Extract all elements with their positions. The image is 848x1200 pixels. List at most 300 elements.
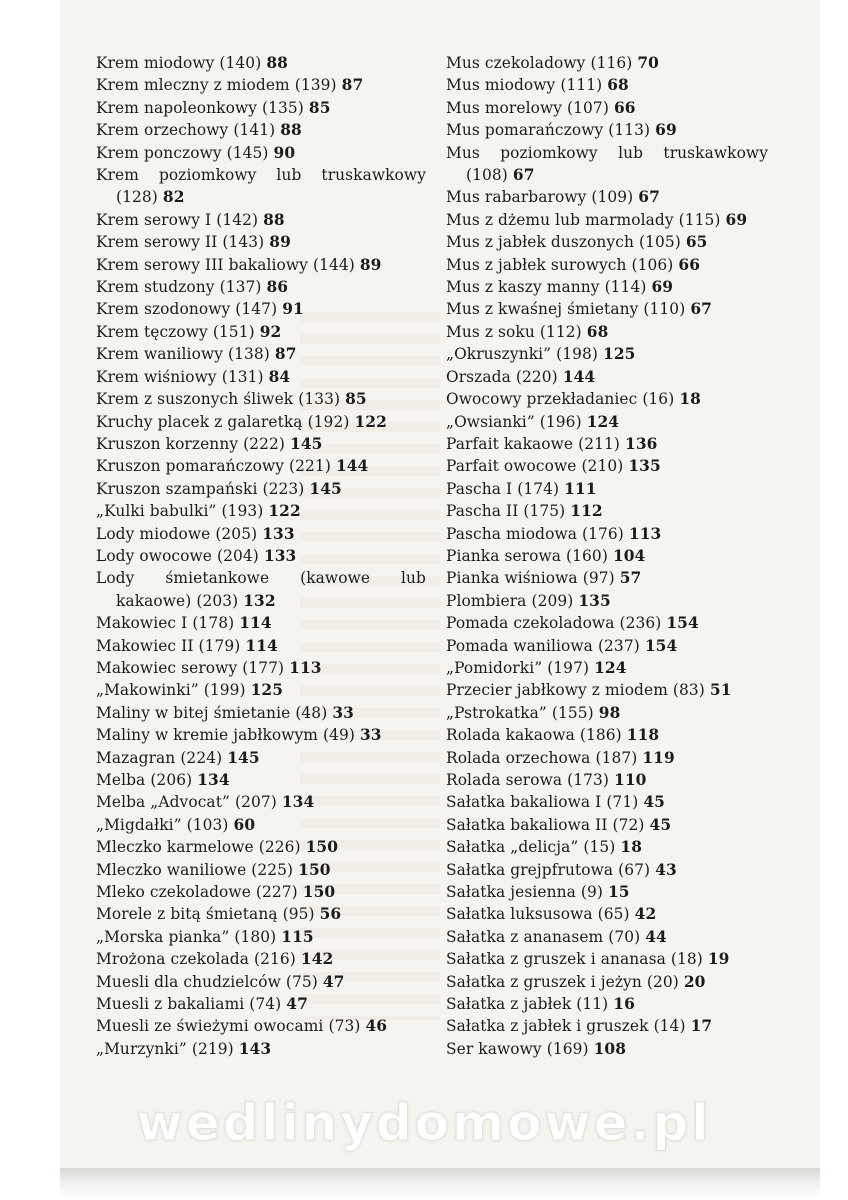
entry-recipe-number: (140): [219, 54, 262, 72]
index-entry: [446, 500, 768, 522]
entry-recipe-number: (160): [566, 546, 608, 565]
entry-page-number: 114: [245, 636, 278, 655]
entry-page-number: 113: [289, 658, 322, 677]
entry-name: Kruszon pomarańczowy: [96, 457, 285, 476]
entry-page-number: 132: [243, 591, 276, 610]
entry-name: Przecier jabłkowy z miodem: [446, 681, 668, 700]
index-entry: [446, 814, 768, 836]
entry-page-number: 90: [273, 143, 296, 162]
entry-page-number: 110: [614, 771, 647, 789]
index-entry: [446, 635, 768, 657]
index-entry: [96, 164, 426, 209]
entry-recipe-number: (199): [203, 681, 246, 700]
entry-name: Krem serowy III bakaliowy: [96, 255, 308, 274]
entry-page-number: 17: [690, 1017, 713, 1036]
entry-name: Mus z jabłek duszonych: [446, 233, 634, 252]
entry-page-number: 18: [620, 838, 643, 857]
entry-page-number: 19: [707, 950, 730, 969]
entry-page-number: 15: [607, 883, 630, 902]
entry-name: Krem wiśniowy: [96, 367, 217, 386]
entry-name: Sałatka grejpfrutowa: [446, 860, 614, 879]
entry-page-number: 42: [634, 905, 657, 924]
entry-name: „Okruszynki”: [446, 345, 552, 364]
entry-page-number: 144: [562, 367, 596, 386]
index-entry: [446, 388, 768, 410]
entry-recipe-number: (205): [215, 524, 258, 543]
index-entry: [96, 478, 426, 500]
entry-recipe-number: (65): [597, 905, 630, 924]
entry-page-number: 47: [286, 995, 308, 1014]
entry-name: Mleko czekoladowe: [96, 883, 251, 902]
entry-recipe-number: (203): [196, 591, 239, 610]
entry-name: Mus pomarańczowy: [446, 121, 604, 140]
entry-name: Melba „Advocat”: [96, 793, 230, 812]
entry-recipe-number: (210): [581, 457, 624, 476]
entry-name: Pomada waniliowa: [446, 636, 593, 655]
entry-name: „Kulki babulki”: [96, 502, 217, 521]
entry-page-number: 70: [637, 54, 659, 72]
entry-page-number: 85: [345, 390, 367, 409]
entry-recipe-number: (131): [221, 367, 264, 386]
entry-page-number: 47: [322, 972, 345, 991]
entry-name: Krem tęczowy: [96, 322, 208, 341]
entry-recipe-number: (114): [604, 278, 647, 297]
entry-recipe-number: (207): [234, 793, 277, 812]
index-entry: [446, 993, 768, 1015]
entry-page-number: 111: [564, 479, 597, 498]
entry-page-number: 43: [655, 860, 677, 879]
index-entry: [96, 769, 426, 791]
index-entry: [446, 791, 768, 813]
entry-name: Maliny w bitej śmietanie: [96, 703, 291, 722]
entry-page-number: 150: [302, 883, 336, 902]
entry-page-number: 85: [308, 98, 331, 117]
entry-page-number: 145: [309, 479, 342, 498]
entry-recipe-number: (141): [233, 121, 276, 140]
entry-page-number: 66: [613, 98, 636, 117]
entry-name: Rolada kakaowa: [446, 726, 575, 745]
entry-recipe-number: (74): [249, 995, 282, 1014]
entry-name: Parfait kakaowe: [446, 434, 574, 453]
entry-name: Pianka wiśniowa: [446, 569, 578, 588]
entry-name: Pascha miodowa: [446, 524, 577, 543]
entry-page-number: 91: [282, 300, 304, 319]
entry-recipe-number: (223): [262, 479, 305, 498]
entry-recipe-number: (225): [251, 860, 294, 879]
entry-name: Lody owocowe: [96, 546, 212, 565]
index-entry: [446, 1038, 768, 1060]
entry-page-number: 125: [250, 681, 284, 700]
entry-name: Makowiec I: [96, 614, 188, 633]
entry-name: Krem z suszonych śliwek: [96, 390, 294, 409]
entry-page-number: 134: [281, 793, 315, 812]
entry-recipe-number: (128): [116, 188, 158, 207]
entry-recipe-number: (216): [254, 950, 296, 969]
entry-recipe-number: (73): [328, 1017, 361, 1036]
entry-name: Sałatka z jabłek i gruszek: [446, 1017, 649, 1036]
entry-name: Maliny w kremie jabłkowym: [96, 726, 318, 745]
entry-recipe-number: (237): [597, 636, 640, 655]
entry-name: Sałatka bakaliowa II: [446, 815, 608, 834]
index-entry: [446, 881, 768, 903]
entry-recipe-number: (71): [606, 793, 639, 812]
entry-page-number: 150: [298, 860, 331, 879]
entry-page-number: 33: [360, 726, 382, 745]
page-bottom-edge: [60, 1168, 820, 1200]
index-entry: [96, 679, 426, 701]
entry-page-number: 18: [679, 390, 701, 409]
entry-page-number: 92: [259, 322, 282, 341]
entry-name: Mus z dżemu lub marmolady: [446, 210, 674, 229]
entry-page-number: 144: [335, 457, 369, 476]
index-entry: [96, 97, 426, 119]
entry-name: Pascha II: [446, 502, 519, 521]
entry-page-number: 67: [690, 300, 712, 319]
entry-recipe-number: (75): [285, 972, 318, 991]
entry-recipe-number: (11): [576, 995, 609, 1014]
entry-page-number: 113: [628, 524, 662, 543]
entry-recipe-number: (138): [228, 345, 270, 364]
entry-page-number: 115: [281, 927, 314, 946]
entry-name: Krem ponczowy: [96, 143, 222, 162]
entry-recipe-number: (67): [618, 860, 651, 879]
index-entry: [96, 791, 426, 813]
index-entry: [446, 836, 768, 858]
entry-page-number: 122: [268, 502, 301, 521]
entry-name: „Morska pianka”: [96, 927, 230, 946]
index-entry: [446, 769, 768, 791]
entry-recipe-number: (139): [294, 76, 337, 95]
entry-page-number: 45: [643, 793, 665, 812]
watermark: wedlinydomowe.pl: [136, 1094, 712, 1152]
entry-name: „Pstrokatka”: [446, 703, 547, 722]
entry-recipe-number: (169): [546, 1039, 589, 1058]
index-entry: [446, 52, 768, 74]
index-entry: [446, 859, 768, 881]
index-entry: [446, 747, 768, 769]
index-entry: [96, 74, 426, 96]
entry-name: Krem mleczny z miodem: [96, 76, 290, 95]
entry-name: Mus miodowy: [446, 76, 556, 95]
index-entry: [96, 231, 426, 253]
entry-page-number: 142: [300, 950, 334, 969]
entry-page-number: 68: [607, 76, 629, 95]
entry-recipe-number: (224): [180, 748, 223, 767]
entry-name: Sałatka z jabłek: [446, 995, 572, 1014]
entry-page-number: 136: [625, 434, 658, 453]
entry-name: Krem miodowy: [96, 54, 215, 72]
entry-recipe-number: (9): [580, 883, 603, 902]
index-entry: [96, 52, 426, 74]
entry-page-number: 88: [280, 121, 302, 140]
index-column-right: [446, 52, 768, 1060]
entry-name: „Makowinki”: [96, 681, 199, 700]
entry-name: Mleczko waniliowe: [96, 860, 247, 879]
entry-name: Mleczko karmelowe: [96, 838, 254, 857]
index-entry: [446, 903, 768, 925]
entry-recipe-number: (236): [619, 614, 662, 633]
entry-page-number: 98: [598, 703, 621, 722]
entry-recipe-number: (15): [583, 838, 616, 857]
entry-recipe-number: (186): [579, 726, 622, 745]
index-entry: [96, 433, 426, 455]
entry-recipe-number: (133): [298, 390, 341, 409]
index-entry: [96, 948, 426, 970]
entry-page-number: 133: [263, 546, 297, 565]
index-entry: [96, 903, 426, 925]
entry-name: Krem waniliowy: [96, 345, 224, 364]
index-entry: [446, 254, 768, 276]
entry-name: Owocowy przekładaniec: [446, 390, 638, 409]
entry-page-number: 51: [709, 681, 732, 700]
entry-recipe-number: (113): [608, 121, 651, 140]
index-entry: [96, 500, 426, 522]
entry-recipe-number: (145): [226, 143, 269, 162]
entry-recipe-number: (137): [219, 278, 262, 297]
entry-name: Melba: [96, 771, 146, 789]
entry-recipe-number: (103): [186, 815, 229, 834]
entry-page-number: 87: [274, 345, 297, 364]
entry-recipe-number: (174): [517, 479, 560, 498]
entry-name: Pianka serowa: [446, 546, 562, 565]
entry-name: Krem serowy II: [96, 233, 218, 252]
entry-name: Mazagran: [96, 748, 176, 767]
entry-name: Muesli dla chudzielców: [96, 972, 281, 991]
index-entry: [96, 388, 426, 410]
entry-name: Makowiec serowy: [96, 658, 238, 677]
entry-page-number: 46: [365, 1017, 388, 1036]
index-entry: [96, 859, 426, 881]
entry-page-number: 124: [586, 412, 620, 431]
entry-recipe-number: (204): [217, 546, 259, 565]
entry-page-number: 16: [613, 995, 635, 1014]
entry-recipe-number: (95): [282, 905, 315, 924]
entry-page-number: 104: [612, 546, 646, 565]
index-entry: [96, 567, 426, 612]
entry-name: Sałatka z ananasem: [446, 927, 604, 946]
index-entry: [446, 433, 768, 455]
entry-name: Ser kawowy: [446, 1039, 542, 1058]
entry-recipe-number: (209): [531, 591, 574, 610]
entry-name: Mus z kwaśnej śmietany: [446, 300, 639, 319]
entry-name: Krem studzony: [96, 278, 215, 297]
entry-page-number: 122: [354, 412, 387, 431]
entry-recipe-number: (180): [234, 927, 277, 946]
entry-recipe-number: (110): [643, 300, 686, 319]
index-entry: [446, 209, 768, 231]
entry-recipe-number: (147): [235, 300, 278, 319]
entry-page-number: 145: [227, 748, 260, 767]
entry-page-number: 88: [263, 210, 285, 229]
index-entry: [96, 276, 426, 298]
entry-page-number: 112: [570, 502, 603, 521]
entry-name: Sałatka z gruszek i ananasa: [446, 950, 666, 969]
index-entry: [446, 1015, 768, 1037]
index-entry: [96, 321, 426, 343]
entry-recipe-number: (219): [191, 1039, 234, 1058]
index-entry: [446, 657, 768, 679]
entry-name: „Owsianki”: [446, 412, 535, 431]
entry-recipe-number: (197): [547, 658, 590, 677]
entry-name: Krem szodonowy: [96, 300, 231, 319]
entry-name: Mus z kaszy manny: [446, 278, 600, 297]
entry-recipe-number: (227): [255, 883, 298, 902]
entry-page-number: 150: [305, 838, 339, 857]
entry-recipe-number: (192): [307, 412, 350, 431]
entry-page-number: 84: [268, 367, 291, 386]
entry-name: Mus z soku: [446, 322, 535, 341]
entry-recipe-number: (48): [295, 703, 328, 722]
entry-page-number: 69: [651, 278, 674, 297]
entry-recipe-number: (176): [582, 524, 624, 543]
entry-name: Kruszon korzenny: [96, 434, 239, 453]
index-entry: [446, 590, 768, 612]
index-entry: [96, 724, 426, 746]
entry-recipe-number: (20): [646, 972, 679, 991]
entry-name: Kruszon szampański: [96, 479, 258, 498]
index-entry: [96, 971, 426, 993]
entry-recipe-number: (14): [653, 1017, 686, 1036]
entry-page-number: 108: [593, 1039, 627, 1058]
index-entry: [96, 814, 426, 836]
entry-name: Sałatka „delicja”: [446, 838, 579, 857]
entry-recipe-number: (226): [258, 838, 301, 857]
entry-page-number: 86: [266, 278, 289, 297]
entry-name: Krem orzechowy: [96, 121, 229, 140]
index-entry: [446, 679, 768, 701]
entry-name: Sałatka z gruszek i jeżyn: [446, 972, 642, 991]
entry-page-number: 68: [586, 322, 609, 341]
index-column-left: [96, 52, 426, 1060]
entry-page-number: 65: [685, 233, 708, 252]
entry-name: Orszada: [446, 367, 511, 386]
index-entry: [96, 881, 426, 903]
entry-recipe-number: (178): [192, 614, 235, 633]
entry-page-number: 69: [725, 210, 748, 229]
entry-recipe-number: (142): [216, 210, 259, 229]
index-entry: [446, 411, 768, 433]
entry-name: Lody śmietankowe (kawowe lub kakaowe): [96, 569, 426, 610]
entry-page-number: 69: [655, 121, 677, 140]
entry-recipe-number: (116): [590, 54, 633, 72]
entry-name: Mus czekoladowy: [446, 54, 586, 72]
entry-recipe-number: (144): [312, 255, 355, 274]
entry-recipe-number: (155): [551, 703, 594, 722]
index-entry: [446, 612, 768, 634]
entry-recipe-number: (108): [466, 166, 508, 185]
entry-page-number: 133: [262, 524, 295, 543]
entry-recipe-number: (107): [567, 98, 609, 117]
entry-recipe-number: (198): [556, 345, 599, 364]
index-entry: [446, 478, 768, 500]
index-entry: [96, 747, 426, 769]
entry-page-number: 135: [628, 457, 661, 476]
index-entry: [96, 523, 426, 545]
entry-page-number: 67: [512, 166, 535, 185]
index-entry: [446, 276, 768, 298]
entry-recipe-number: (151): [212, 322, 255, 341]
entry-page-number: 143: [238, 1039, 272, 1058]
entry-name: Mus poziomkowy lub truskawkowy: [446, 143, 768, 162]
index-entry: [96, 1038, 426, 1060]
entry-page-number: 134: [197, 771, 230, 789]
index-entry: [96, 119, 426, 141]
entry-recipe-number: (105): [638, 233, 681, 252]
index-entry: [96, 366, 426, 388]
index-entry: [446, 948, 768, 970]
entry-name: „Pomidorki”: [446, 658, 543, 677]
index-entry: [96, 254, 426, 276]
entry-recipe-number: (106): [631, 255, 674, 274]
entry-name: Kruchy placek z galaretką: [96, 412, 303, 431]
entry-recipe-number: (193): [221, 502, 264, 521]
entry-recipe-number: (109): [591, 188, 634, 207]
index-entry: [446, 926, 768, 948]
entry-recipe-number: (18): [670, 950, 703, 969]
entry-recipe-number: (70): [608, 927, 641, 946]
entry-name: Mus rabarbarowy: [446, 188, 587, 207]
entry-recipe-number: (49): [323, 726, 355, 745]
entry-page-number: 87: [341, 76, 364, 95]
entry-name: Rolada orzechowa: [446, 748, 591, 767]
entry-page-number: 20: [683, 972, 706, 991]
index-entry: [96, 1015, 426, 1037]
index-entry: [446, 366, 768, 388]
entry-recipe-number: (112): [539, 322, 582, 341]
index-entry: [96, 343, 426, 365]
entry-page-number: 114: [239, 614, 272, 633]
entry-recipe-number: (187): [595, 748, 638, 767]
entry-page-number: 119: [642, 748, 675, 767]
entry-recipe-number: (173): [567, 771, 610, 789]
index-entry: [446, 97, 768, 119]
entry-recipe-number: (16): [642, 390, 675, 409]
index-entry: [96, 209, 426, 231]
entry-recipe-number: (177): [242, 658, 285, 677]
index-entry: [446, 231, 768, 253]
entry-name: Morele z bitą śmietaną: [96, 905, 278, 924]
entry-recipe-number: (115): [678, 210, 721, 229]
entry-name: Lody miodowe: [96, 524, 211, 543]
entry-page-number: 67: [638, 188, 660, 207]
entry-recipe-number: (221): [289, 457, 331, 476]
entry-name: Sałatka jesienna: [446, 883, 576, 902]
entry-page-number: 56: [319, 905, 342, 924]
entry-page-number: 135: [578, 591, 611, 610]
index-entry: [96, 836, 426, 858]
index-entry: [96, 142, 426, 164]
entry-name: Mus z jabłek surowych: [446, 255, 627, 274]
entry-recipe-number: (220): [515, 367, 558, 386]
entry-recipe-number: (196): [539, 412, 582, 431]
entry-name: Rolada serowa: [446, 771, 563, 789]
index-entry: [96, 993, 426, 1015]
index-entry: [446, 523, 768, 545]
entry-name: Pomada czekoladowa: [446, 614, 615, 633]
index-entry: [96, 455, 426, 477]
index-entry: [446, 142, 768, 187]
index-entry: [96, 612, 426, 634]
index-entry: [96, 411, 426, 433]
index-entry: [446, 119, 768, 141]
entry-page-number: 45: [649, 815, 672, 834]
entry-page-number: 82: [162, 188, 185, 207]
entry-page-number: 88: [266, 54, 288, 72]
index-entry: [96, 635, 426, 657]
index-entry: [96, 657, 426, 679]
index-entry: [96, 702, 426, 724]
entry-name: Muesli z bakaliami: [96, 995, 245, 1014]
